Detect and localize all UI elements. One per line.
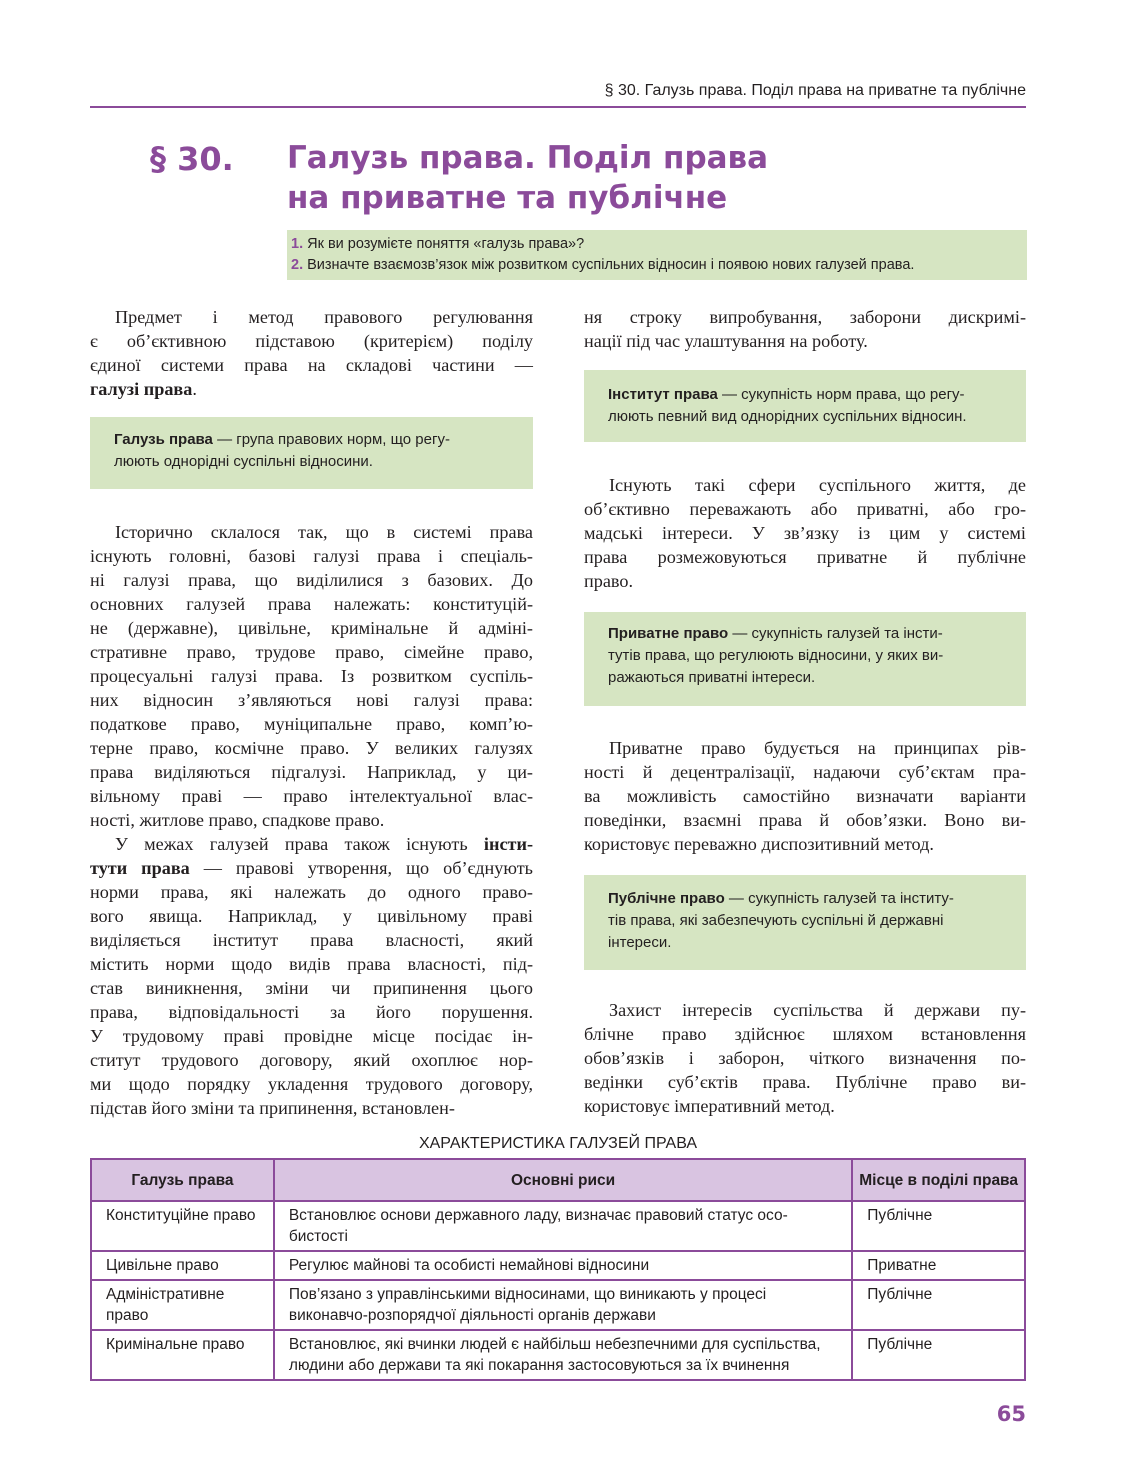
text-line: є об’єктивною підставою (критерієм) поділу: [90, 331, 533, 351]
table-cell-branch: Кримінальне право: [91, 1330, 274, 1380]
paragraph-institutes: [90, 832, 533, 1120]
definition-term: Галузь права: [114, 431, 213, 448]
definition-line: [608, 623, 1002, 645]
column-header: Місце в поділі права: [852, 1159, 1025, 1201]
table-cell-features: Встановлює основи державного ладу, визначає правовий статус осо- бистості: [274, 1201, 852, 1251]
text-line: об’єктивно переважають або приватні, або гро-: [584, 499, 1026, 519]
text-line: не (державне), цивільне, кримінальне й адміні-: [90, 618, 533, 638]
text-line: підстав його зміни та припинення, встановлен-: [90, 1098, 455, 1118]
text-line: [90, 832, 533, 856]
paragraph-history: [90, 520, 533, 832]
text-line: них відносин з’являються нові галузі права:: [90, 690, 533, 710]
text-line: основних галузей права належать: конституцій-: [90, 594, 533, 614]
table-row: [91, 1201, 1025, 1251]
text-line: єдиної системи права на складові частини —: [90, 355, 533, 375]
text-line: У трудовому праві провідне місце посідає ін-: [90, 1026, 533, 1046]
text-line: вільному праві — право інтелектуальної влас-: [90, 786, 533, 806]
running-head: § 30. Галузь права. Поділ права на приватне та публічне: [604, 82, 1026, 99]
definition-line: тів права, які забезпечують суспільні й державні: [608, 912, 944, 929]
paragraph-continued: [584, 305, 1026, 353]
questions-box: [287, 230, 1027, 280]
text-fragment: — сукупність галузей та інститу-: [724, 890, 954, 907]
text-line: Захист інтересів суспільства й держави пу-: [609, 1000, 1026, 1020]
text-line: ми щодо порядку укладення трудового договору,: [90, 1074, 533, 1094]
table-cell-place: Публічне: [852, 1201, 1025, 1251]
question-number: 1.: [291, 236, 304, 252]
definition-box-private: [584, 612, 1026, 706]
column-header: Основні риси: [274, 1159, 852, 1201]
definition-line: тутів права, що регулюють відносини, у яких ви-: [608, 647, 944, 664]
text-line: ності й децентралізації, надаючи суб’єктам пра-: [584, 762, 1026, 782]
table-row: [91, 1280, 1025, 1330]
definition-term: Інститут права: [608, 386, 718, 403]
text-fragment: У межах галузей права також існують: [115, 834, 484, 854]
text-line: ні галузі права, що виділилися з базових. До: [90, 570, 533, 590]
text-line: ведінки суб’єктів права. Публічне право ви-: [584, 1072, 1026, 1092]
table-cell-place: Приватне: [852, 1251, 1025, 1280]
table-cell-place: Публічне: [852, 1330, 1025, 1380]
paragraph-public-law: [584, 998, 1026, 1118]
text-line: податкове право, муніципальне право, комп’ю-: [90, 714, 533, 734]
text-line: [90, 856, 533, 880]
definition-line: інтереси.: [608, 934, 672, 951]
definition-box-institute: [584, 370, 1026, 442]
text-line: ності, житлове право, спадкове право.: [90, 810, 385, 830]
definition-term: Приватне право: [608, 625, 729, 642]
definition-line: [114, 429, 509, 451]
text-line: блічне право здійснює шляхом встановлення: [584, 1024, 1026, 1044]
table-cell-features: Регулює майнові та особисті немайнові відносини: [274, 1251, 852, 1280]
text-line: право.: [584, 571, 634, 591]
text-line: ня строку випробування, заборони дискримі-: [584, 307, 1026, 327]
text-fragment: — група правових норм, що регу-: [212, 431, 450, 448]
section-title: [287, 138, 1007, 218]
branches-table: [90, 1158, 1026, 1381]
table-header-row: [91, 1159, 1025, 1201]
text-line: поведінки, взаємні права й обов’язки. Воно ви-: [584, 810, 1026, 830]
table-row: [91, 1330, 1025, 1380]
text-line: містить норми щодо видів права власності, під-: [90, 954, 533, 974]
text-line: обов’язків і заборон, чіткого визначення по-: [584, 1048, 1026, 1068]
text-line: нації під час улаштування на роботу.: [584, 331, 868, 351]
text-fragment: .: [192, 379, 197, 399]
table-cell-branch: Адміністративне право: [91, 1280, 274, 1330]
text-line: Існують такі сфери суспільного життя, де: [609, 475, 1026, 495]
text-fragment: — сукупність галузей та інсти-: [728, 625, 943, 642]
text-line: стративне право, трудове право, сімейне право,: [90, 642, 533, 662]
text-line: існують головні, базові галузі права і спеціаль-: [90, 546, 533, 566]
question-text: Визначте взаємозв’язок між розвитком суспільних відносин і появою нових галузей права.: [307, 257, 915, 273]
text-line: користовує переважно диспозитивний метод.: [584, 834, 934, 854]
term-bold: інсти-: [483, 834, 533, 854]
table-cell-features: Встановлює, які вчинки людей є найбільш небезпечними для суспільства, людини або держави та які покарання застосовуються за їх вчинення: [274, 1330, 852, 1380]
text-line: Приватне право будується на принципах рів-: [609, 738, 1026, 758]
text-line: вого явища. Наприклад, у цивільному праві: [90, 906, 533, 926]
definition-line: люють однорідні суспільні відносини.: [114, 453, 373, 470]
definition-line: [608, 384, 1002, 406]
page-number: 65: [996, 1402, 1026, 1426]
text-line: виділяється інститут права власності, який: [90, 930, 533, 950]
question-number: 2.: [291, 257, 304, 273]
term-bold: галузі права: [90, 379, 193, 399]
paragraph-private-law: [584, 736, 1026, 856]
definition-line: люють певний вид однорідних суспільних відносин.: [608, 408, 967, 425]
table-caption: ХАРАКТЕРИСТИКА ГАЛУЗЕЙ ПРАВА: [418, 1135, 698, 1152]
table-cell-branch: Цивільне право: [91, 1251, 274, 1280]
text-fragment: — сукупність норм права, що регу-: [717, 386, 965, 403]
text-line: мадські інтереси. У зв’язку із цим у системі: [584, 523, 1026, 543]
definition-box-public: [584, 875, 1026, 970]
question-item: [291, 234, 1023, 255]
definition-line: ражаються приватні інтереси.: [608, 669, 816, 686]
table-cell-place: Публічне: [852, 1280, 1025, 1330]
question-text: Як ви розумієте поняття «галузь права»?: [307, 236, 585, 252]
header-divider: [90, 106, 1026, 108]
paragraph-intro: [90, 305, 533, 401]
text-line: норми права, які належать до одного право-: [90, 882, 533, 902]
paragraph-spheres: [584, 473, 1026, 593]
definition-term: Публічне право: [608, 890, 725, 907]
text-line: права, відповідальності за його порушення.: [90, 1002, 533, 1022]
text-line: права розмежовуються приватне й публічне: [584, 547, 1026, 567]
text-fragment: — правові утворення, що об’єднують: [189, 858, 533, 878]
text-line: користовує імперативний метод.: [584, 1096, 835, 1116]
text-line: права виділяються підгалузі. Наприклад, у ци-: [90, 762, 533, 782]
section-number: § 30.: [150, 140, 234, 178]
section-title-line: на приватне та публічне: [287, 180, 728, 216]
text-line: ва можливість самостійно визначати варіанти: [584, 786, 1026, 806]
definition-box-branch: [90, 417, 533, 489]
term-bold: тути права: [90, 858, 190, 878]
definition-line: [608, 888, 1002, 910]
table-cell-branch: Конституційне право: [91, 1201, 274, 1251]
section-title-line: Галузь права. Поділ права: [287, 140, 769, 176]
text-line: Предмет і метод правового регулювання: [115, 307, 533, 327]
text-line: став виникнення, зміни чи припинення цього: [90, 978, 533, 998]
text-line: Історично склалося так, що в системі права: [115, 522, 533, 542]
text-line: терне право, космічне право. У великих галузях: [90, 738, 533, 758]
text-line: ститут трудового договору, який охоплює нор-: [90, 1050, 533, 1070]
question-item: [291, 255, 1023, 276]
text-line: [90, 377, 533, 401]
table-cell-features: Пов’язано з управлінськими відносинами, що виникають у процесі виконавчо-розпорядчої діяльності органів держави: [274, 1280, 852, 1330]
text-line: процесуальні галузі права. Із розвитком суспіль-: [90, 666, 533, 686]
column-header: Галузь права: [91, 1159, 274, 1201]
table-row: [91, 1251, 1025, 1280]
